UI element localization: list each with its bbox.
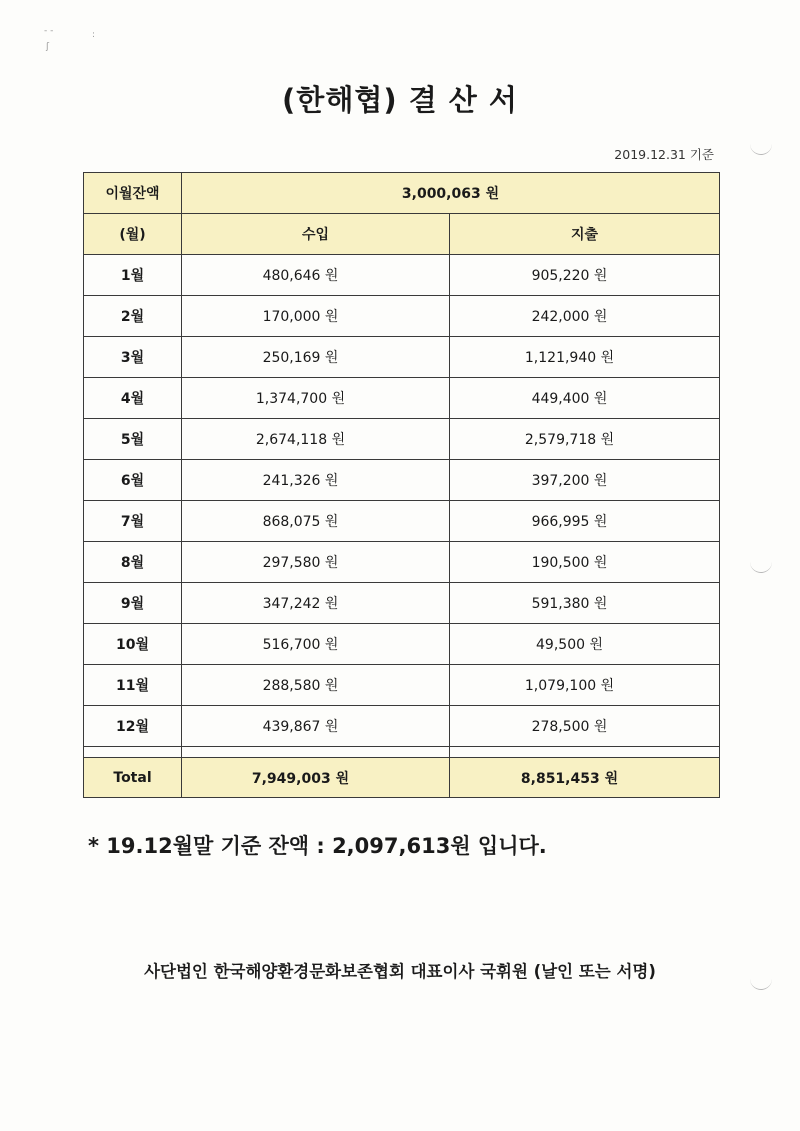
expense-cell: 1,121,940 원 [450,337,720,378]
expense-header: 지출 [450,214,720,255]
table-row [84,542,720,583]
expense-cell: 2,579,718 원 [450,419,720,460]
scan-mark: ʃ [46,42,50,52]
total-label: Total [84,758,182,798]
income-cell: 868,075 원 [182,501,450,542]
income-cell: 1,374,700 원 [182,378,450,419]
income-header: 수입 [182,214,450,255]
income-cell: 250,169 원 [182,337,450,378]
balance-row [84,173,720,214]
table-row [84,419,720,460]
expense-cell: 1,079,100 원 [450,665,720,706]
table-row [84,378,720,419]
balance-value: 3,000,063 원 [182,173,720,214]
spacer-row [84,747,720,758]
month-cell: 11월 [84,665,182,706]
expense-cell: 397,200 원 [450,460,720,501]
expense-cell: 905,220 원 [450,255,720,296]
month-cell: 12월 [84,706,182,747]
table-row [84,706,720,747]
income-cell: 241,326 원 [182,460,450,501]
income-cell: 170,000 원 [182,296,450,337]
empty-cell [450,747,720,758]
document-title: (한해협) 결 산 서 [282,83,518,117]
month-cell: 5월 [84,419,182,460]
scan-mark: : [92,30,96,40]
month-cell: 8월 [84,542,182,583]
expense-cell: 449,400 원 [450,378,720,419]
signature-line: 사단법인 한국해양환경문화보존협회 대표이사 국휘원 (날인 또는 서명) [144,962,656,981]
table-row [84,337,720,378]
income-cell: 480,646 원 [182,255,450,296]
balance-summary: * 19.12월말 기준 잔액 : 2,097,613원 입니다. [88,834,547,858]
table-row [84,665,720,706]
punch-hole-mark [750,140,772,155]
balance-label: 이월잔액 [84,173,182,214]
total-row [84,758,720,798]
month-cell: 10월 [84,624,182,665]
income-cell: 297,580 원 [182,542,450,583]
header-row [84,214,720,255]
income-cell: 288,580 원 [182,665,450,706]
month-header: (월) [84,214,182,255]
scan-mark: - - [44,26,54,36]
month-cell: 4월 [84,378,182,419]
expense-cell: 190,500 원 [450,542,720,583]
expense-cell: 49,500 원 [450,624,720,665]
total-income: 7,949,003 원 [182,758,450,798]
income-cell: 2,674,118 원 [182,419,450,460]
date-label: 2019.12.31 기준 [614,147,714,162]
table-row [84,583,720,624]
expense-cell: 966,995 원 [450,501,720,542]
table-row [84,501,720,542]
total-expense: 8,851,453 원 [450,758,720,798]
expense-cell: 278,500 원 [450,706,720,747]
month-cell: 2월 [84,296,182,337]
month-cell: 9월 [84,583,182,624]
month-cell: 3월 [84,337,182,378]
empty-cell [182,747,450,758]
table-row [84,624,720,665]
month-cell: 7월 [84,501,182,542]
table-row [84,460,720,501]
empty-cell [84,747,182,758]
income-cell: 347,242 원 [182,583,450,624]
table-row [84,296,720,337]
expense-cell: 242,000 원 [450,296,720,337]
month-cell: 6월 [84,460,182,501]
settlement-table [83,172,720,798]
month-cell: 1월 [84,255,182,296]
punch-hole-mark [750,558,772,573]
expense-cell: 591,380 원 [450,583,720,624]
income-cell: 516,700 원 [182,624,450,665]
income-cell: 439,867 원 [182,706,450,747]
table-row [84,255,720,296]
